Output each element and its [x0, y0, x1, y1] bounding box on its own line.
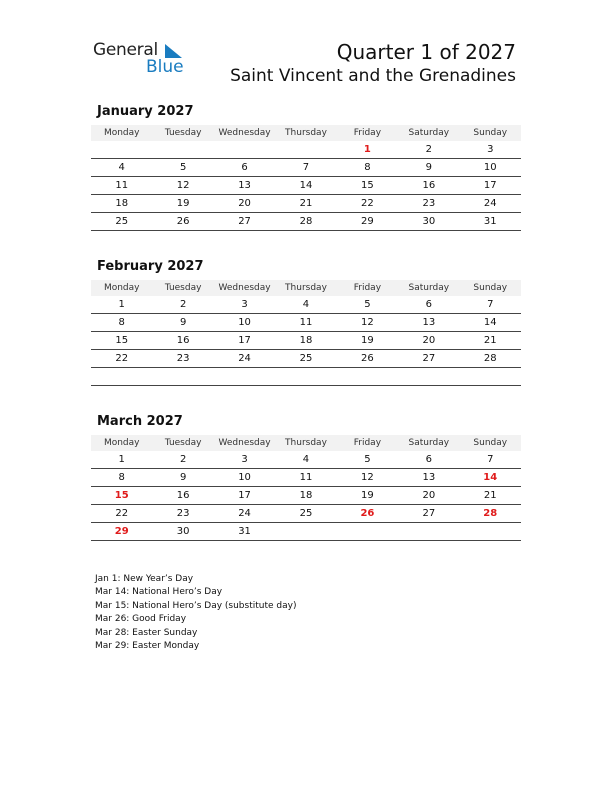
day-cell: 5 — [337, 451, 398, 469]
day-cell: 17 — [214, 332, 275, 350]
day-cell: 22 — [91, 350, 152, 368]
day-cell: 8 — [91, 469, 152, 487]
page-title: Quarter 1 of 2027 — [336, 40, 516, 64]
empty-day-cell — [337, 368, 398, 386]
day-cell: 1 — [91, 451, 152, 469]
day-cell: 4 — [275, 296, 336, 314]
empty-day-cell — [214, 141, 275, 159]
week-row — [91, 368, 521, 386]
week-row — [91, 451, 521, 469]
empty-day-cell — [91, 141, 152, 159]
day-cell: 17 — [214, 487, 275, 505]
day-cell: 21 — [275, 195, 336, 213]
day-cell: 18 — [275, 332, 336, 350]
day-cell: 3 — [460, 141, 521, 159]
day-cell: 21 — [460, 332, 521, 350]
weekday-header: Wednesday — [214, 435, 275, 451]
day-cell: 6 — [398, 451, 459, 469]
day-cell: 23 — [398, 195, 459, 213]
day-cell: 19 — [337, 332, 398, 350]
week-row — [91, 523, 521, 541]
day-cell: 16 — [152, 332, 213, 350]
month-january — [91, 103, 521, 231]
logo-general-text: General — [93, 40, 158, 60]
holiday-list-item: Mar 26: Good Friday — [95, 614, 187, 625]
weekday-header: Thursday — [275, 280, 336, 296]
day-cell: 12 — [337, 469, 398, 487]
weekday-header: Monday — [91, 435, 152, 451]
day-cell: 28 — [460, 505, 521, 523]
day-cell: 30 — [398, 213, 459, 231]
day-cell: 26 — [337, 350, 398, 368]
day-cell: 15 — [91, 487, 152, 505]
empty-day-cell — [91, 368, 152, 386]
day-cell: 5 — [152, 159, 213, 177]
empty-day-cell — [214, 368, 275, 386]
day-cell: 10 — [214, 469, 275, 487]
day-cell: 31 — [460, 213, 521, 231]
day-cell: 8 — [91, 314, 152, 332]
month-title: February 2027 — [97, 259, 204, 274]
day-cell: 3 — [214, 451, 275, 469]
weekday-header: Monday — [91, 125, 152, 141]
calendar-table — [91, 125, 521, 231]
day-cell: 12 — [152, 177, 213, 195]
day-cell: 25 — [275, 505, 336, 523]
holiday-list-item: Mar 15: National Hero’s Day (substitute day) — [95, 600, 297, 611]
day-cell: 24 — [214, 350, 275, 368]
empty-day-cell — [275, 368, 336, 386]
day-cell: 10 — [460, 159, 521, 177]
day-cell: 19 — [337, 487, 398, 505]
day-cell: 2 — [152, 451, 213, 469]
day-cell: 14 — [460, 469, 521, 487]
weekday-header: Saturday — [398, 280, 459, 296]
week-row — [91, 332, 521, 350]
day-cell: 28 — [460, 350, 521, 368]
empty-day-cell — [398, 523, 459, 541]
day-cell: 16 — [152, 487, 213, 505]
page-subtitle: Saint Vincent and the Grenadines — [230, 66, 516, 86]
holiday-list-item: Mar 29: Easter Monday — [95, 640, 200, 651]
empty-day-cell — [275, 523, 336, 541]
day-cell: 13 — [398, 469, 459, 487]
weekday-header: Sunday — [460, 125, 521, 141]
day-cell: 3 — [214, 296, 275, 314]
day-cell: 25 — [275, 350, 336, 368]
weekday-header: Tuesday — [152, 125, 213, 141]
weekday-header: Wednesday — [214, 280, 275, 296]
day-cell: 13 — [214, 177, 275, 195]
holiday-list-item: Mar 14: National Hero’s Day — [95, 587, 223, 598]
day-cell: 7 — [460, 451, 521, 469]
holiday-list-item: Mar 28: Easter Sunday — [95, 627, 198, 638]
day-cell: 23 — [152, 505, 213, 523]
weekday-header: Sunday — [460, 280, 521, 296]
day-cell: 24 — [214, 505, 275, 523]
empty-day-cell — [460, 523, 521, 541]
day-cell: 8 — [337, 159, 398, 177]
logo-blue-text: Blue — [146, 57, 184, 77]
empty-day-cell — [152, 141, 213, 159]
day-cell: 22 — [91, 505, 152, 523]
weekday-header: Saturday — [398, 435, 459, 451]
empty-day-cell — [337, 523, 398, 541]
day-cell: 21 — [460, 487, 521, 505]
weekday-header: Sunday — [460, 435, 521, 451]
calendar-table — [91, 280, 521, 386]
week-row — [91, 195, 521, 213]
day-cell: 28 — [275, 213, 336, 231]
day-cell: 15 — [91, 332, 152, 350]
empty-day-cell — [398, 368, 459, 386]
empty-day-cell — [152, 368, 213, 386]
weekday-header: Saturday — [398, 125, 459, 141]
weekday-header: Tuesday — [152, 435, 213, 451]
weekday-header: Monday — [91, 280, 152, 296]
day-cell: 12 — [337, 314, 398, 332]
day-cell: 2 — [152, 296, 213, 314]
day-cell: 20 — [214, 195, 275, 213]
day-cell: 9 — [152, 469, 213, 487]
week-row — [91, 505, 521, 523]
weekday-header: Friday — [337, 435, 398, 451]
day-cell: 16 — [398, 177, 459, 195]
day-cell: 27 — [398, 505, 459, 523]
day-cell: 23 — [152, 350, 213, 368]
day-cell: 20 — [398, 487, 459, 505]
empty-day-cell — [460, 368, 521, 386]
holiday-list — [95, 573, 296, 653]
day-cell: 1 — [337, 141, 398, 159]
day-cell: 6 — [398, 296, 459, 314]
weekday-header: Friday — [337, 280, 398, 296]
weekday-header: Thursday — [275, 435, 336, 451]
day-cell: 24 — [460, 195, 521, 213]
month-title: January 2027 — [97, 104, 194, 119]
day-cell: 7 — [275, 159, 336, 177]
day-cell: 26 — [337, 505, 398, 523]
week-row — [91, 314, 521, 332]
weekday-header-row — [91, 125, 521, 141]
day-cell: 9 — [398, 159, 459, 177]
day-cell: 29 — [91, 523, 152, 541]
day-cell: 26 — [152, 213, 213, 231]
weekday-header-row — [91, 280, 521, 296]
week-row — [91, 487, 521, 505]
generalblue-logo — [93, 40, 193, 80]
day-cell: 1 — [91, 296, 152, 314]
day-cell: 13 — [398, 314, 459, 332]
day-cell: 6 — [214, 159, 275, 177]
day-cell: 19 — [152, 195, 213, 213]
week-row — [91, 177, 521, 195]
day-cell: 18 — [275, 487, 336, 505]
day-cell: 9 — [152, 314, 213, 332]
day-cell: 30 — [152, 523, 213, 541]
day-cell: 11 — [275, 469, 336, 487]
day-cell: 2 — [398, 141, 459, 159]
weekday-header: Wednesday — [214, 125, 275, 141]
month-march — [91, 413, 521, 541]
week-row — [91, 469, 521, 487]
day-cell: 18 — [91, 195, 152, 213]
day-cell: 25 — [91, 213, 152, 231]
holiday-list-item: Jan 1: New Year’s Day — [95, 574, 194, 584]
day-cell: 27 — [214, 213, 275, 231]
week-row — [91, 296, 521, 314]
week-row — [91, 350, 521, 368]
calendar-table — [91, 435, 521, 541]
day-cell: 14 — [460, 314, 521, 332]
day-cell: 27 — [398, 350, 459, 368]
weekday-header: Tuesday — [152, 280, 213, 296]
day-cell: 7 — [460, 296, 521, 314]
day-cell: 11 — [275, 314, 336, 332]
empty-day-cell — [275, 141, 336, 159]
month-title: March 2027 — [97, 414, 183, 429]
weekday-header: Friday — [337, 125, 398, 141]
day-cell: 20 — [398, 332, 459, 350]
week-row — [91, 159, 521, 177]
weekday-header: Thursday — [275, 125, 336, 141]
day-cell: 11 — [91, 177, 152, 195]
week-row — [91, 213, 521, 231]
day-cell: 4 — [275, 451, 336, 469]
day-cell: 22 — [337, 195, 398, 213]
day-cell: 17 — [460, 177, 521, 195]
weekday-header-row — [91, 435, 521, 451]
day-cell: 31 — [214, 523, 275, 541]
day-cell: 29 — [337, 213, 398, 231]
month-february — [91, 258, 521, 386]
week-row — [91, 141, 521, 159]
day-cell: 4 — [91, 159, 152, 177]
day-cell: 14 — [275, 177, 336, 195]
day-cell: 5 — [337, 296, 398, 314]
day-cell: 15 — [337, 177, 398, 195]
day-cell: 10 — [214, 314, 275, 332]
